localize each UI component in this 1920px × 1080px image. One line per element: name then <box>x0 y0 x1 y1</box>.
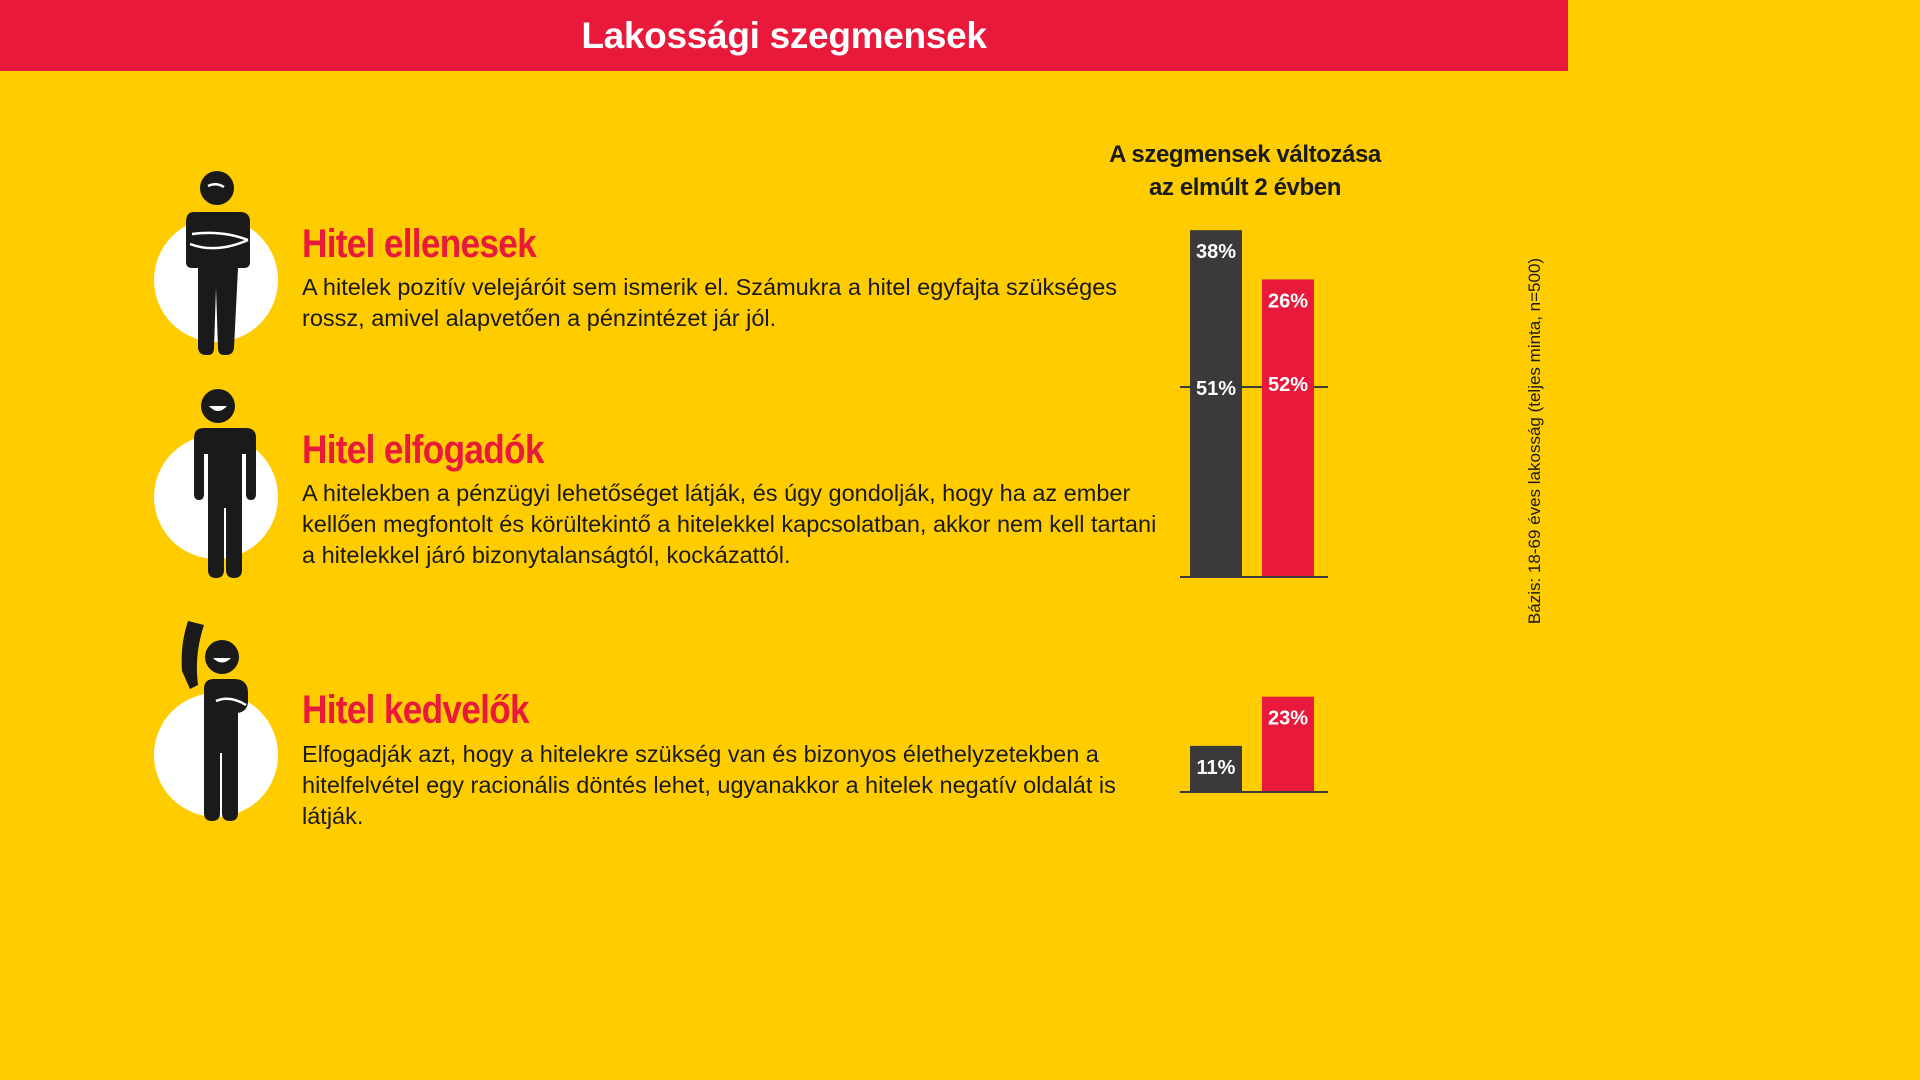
arms-crossed-person-icon <box>150 160 290 380</box>
bar-label-now: 23% <box>1267 707 1309 730</box>
header-bar <box>0 0 1568 71</box>
bar-label-now: 52% <box>1267 373 1309 396</box>
bar-label-now: 26% <box>1267 290 1309 313</box>
bar-label-earlier: 51% <box>1195 377 1237 400</box>
segment-description-hitel-kedvelok: Elfogadják azt, hogy a hitelekre szükség van és bizonyos élethelyzetekben a hitelfelvétel egy racionális döntés lehet, ugyanakkor a hitelek negatív oldalát is látják. <box>302 741 1116 829</box>
segment-title-hitel-kedvelok: Hitel kedvelők <box>302 688 529 732</box>
standing-person-icon <box>150 382 290 602</box>
figure-raised-arm <box>182 621 204 689</box>
bar-label-earlier: 38% <box>1195 241 1237 264</box>
chart-heading-line1: A szegmensek változása <box>1109 141 1381 168</box>
segment-title-hitel-ellenesek: Hitel ellenesek <box>302 222 537 266</box>
segment-chart-hitel-kedvelok <box>1170 605 1340 805</box>
segment-description-hitel-ellenesek: A hitelek pozitív velejáróit sem ismerik el. Számukra a hitel egyfajta szükséges rossz, amivel alapvetően a pénzintézet jár jól. <box>302 274 1118 331</box>
page-title: Lakossági szegmensek <box>581 14 987 56</box>
base-note: Bázis: 18-69 éves lakosság (teljes minta, n=500) <box>1525 257 1544 625</box>
bar-label-earlier: 11% <box>1196 756 1236 779</box>
chart-heading <box>1090 138 1400 204</box>
figure-head <box>200 171 234 205</box>
segment-chart-hitel-elfogadok <box>1170 373 1340 590</box>
figure-torso <box>186 212 250 268</box>
chart-heading-line2: az elmúlt 2 évben <box>1149 174 1341 201</box>
figure-head <box>205 640 239 674</box>
segment-description-hitel-elfogadok: A hitelekben a pénzügyi lehetőséget látják, és úgy gondolják, hogy ha az ember kellően megfontolt és körültekintő a hitelekkel kapcsolatban, akkor nem kell tartani a hitelekkel járó bizonytalanságtól, kockázattól. <box>302 480 1157 568</box>
waving-person-icon <box>150 615 290 835</box>
figure-legs <box>198 268 238 355</box>
segment-title-hitel-elfogadok: Hitel elfogadók <box>302 428 544 472</box>
